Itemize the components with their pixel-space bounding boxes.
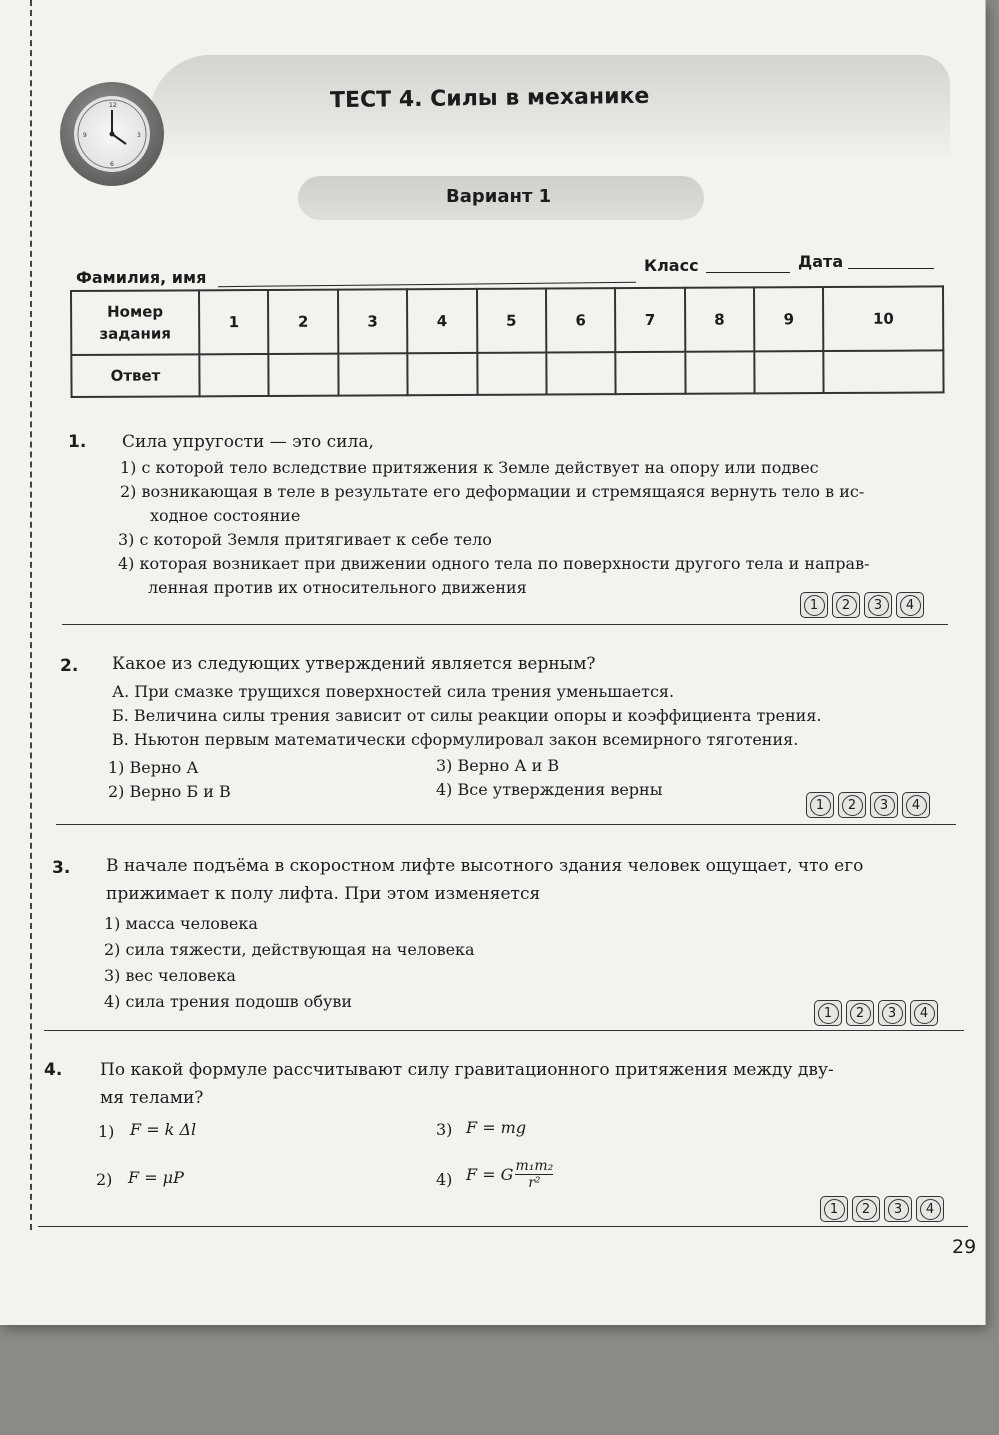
- page-title: ТЕСТ 4. Силы в механике: [329, 83, 650, 114]
- date-label: Дата: [798, 252, 844, 271]
- choice-box-3[interactable]: 3: [864, 592, 892, 618]
- question-2-statement: В. Ньютон первым математически сформулировал закон всемирного тяготения.: [112, 730, 799, 749]
- question-3-option: 2) сила тяжести, действующая на человека: [104, 940, 475, 959]
- question-3-choices: [814, 1000, 938, 1026]
- question-3-text: В начале подъёма в скоростном лифте высотного здания человек ощущает, что его: [106, 856, 864, 876]
- question-3-option: 1) масса человека: [104, 914, 258, 933]
- question-1-option: 1) с которой тело вследствие притяжения к Земле действует на опору или подвес: [120, 458, 819, 477]
- svg-text:6: 6: [110, 161, 114, 168]
- column-number: 7: [615, 288, 685, 352]
- question-2-choices: [806, 792, 930, 818]
- page-number: 29: [952, 1236, 977, 1258]
- choice-box-1[interactable]: 1: [806, 792, 834, 818]
- column-number: 6: [546, 288, 616, 352]
- choice-box-4[interactable]: 4: [896, 592, 924, 618]
- name-label: Фамилия, имя: [76, 268, 207, 287]
- question-4-formula: F = G $\frac{\text{m₁m₂}}{\text{r²}}$: [466, 1158, 554, 1191]
- question-1-option: 4) которая возникает при движении одного тела по поверхности другого тела и направ-: [118, 554, 870, 573]
- question-1-number: 1.: [68, 432, 87, 452]
- question-1-choices: [800, 592, 924, 618]
- answer-cell[interactable]: [616, 352, 686, 394]
- question-4-formula: F = μP: [128, 1168, 184, 1187]
- column-number: 9: [754, 287, 824, 351]
- divider: [44, 1030, 964, 1031]
- choice-box-4[interactable]: 4: [902, 792, 930, 818]
- question-4-number: 4.: [44, 1060, 63, 1080]
- svg-text:9: 9: [83, 132, 87, 139]
- answer-cell[interactable]: [477, 353, 547, 395]
- table-row: [71, 286, 943, 355]
- choice-box-2[interactable]: 2: [846, 1000, 874, 1026]
- column-number: 8: [685, 287, 755, 351]
- column-number: 1: [199, 290, 269, 354]
- answer-cell[interactable]: [754, 351, 824, 393]
- row-header-answer: Ответ: [71, 354, 199, 397]
- question-1-option: 3) с которой Земля притягивает к себе тело: [118, 530, 492, 549]
- choice-box-1[interactable]: 1: [820, 1196, 848, 1222]
- choice-box-1[interactable]: 1: [814, 1000, 842, 1026]
- question-3-option: 3) вес человека: [104, 966, 236, 985]
- question-4-formula: F = k Δl: [130, 1120, 197, 1139]
- answer-cell[interactable]: [338, 353, 408, 395]
- choice-box-2[interactable]: 2: [832, 592, 860, 618]
- question-2-text: Какое из следующих утверждений является верным?: [112, 654, 596, 674]
- choice-box-3[interactable]: 3: [884, 1196, 912, 1222]
- divider: [56, 824, 956, 825]
- variant-label: Вариант 1: [446, 186, 552, 207]
- question-2-option: 1) Верно А: [108, 758, 199, 777]
- choice-box-2[interactable]: 2: [838, 792, 866, 818]
- choice-box-3[interactable]: 3: [878, 1000, 906, 1026]
- row-header-number: Номер задания: [71, 290, 199, 355]
- question-2-number: 2.: [60, 656, 79, 676]
- question-4-option-number: 1): [98, 1122, 115, 1141]
- question-2-option: 2) Верно Б и В: [108, 782, 231, 801]
- answer-cell[interactable]: [824, 350, 944, 393]
- column-number: 10: [823, 286, 943, 351]
- choice-box-3[interactable]: 3: [870, 792, 898, 818]
- answer-cell[interactable]: [546, 352, 616, 394]
- column-number: 4: [407, 289, 477, 353]
- choice-box-4[interactable]: 4: [910, 1000, 938, 1026]
- svg-text:12: 12: [109, 102, 117, 109]
- question-4-option-number: 4): [436, 1170, 453, 1189]
- svg-text:3: 3: [137, 132, 141, 139]
- column-number: 2: [268, 290, 338, 354]
- cut-line: [30, 0, 32, 1230]
- question-1-option: 2) возникающая в теле в результате его деформации и стремящаяся вернуть тело в ис-: [120, 482, 865, 501]
- column-number: 5: [476, 289, 546, 353]
- class-field[interactable]: [706, 272, 790, 273]
- question-2-statement: А. При смазке трущихся поверхностей сила трения уменьшается.: [112, 682, 675, 701]
- choice-box-4[interactable]: 4: [916, 1196, 944, 1222]
- question-1-option: ленная против их относительного движения: [148, 578, 527, 597]
- date-field[interactable]: [848, 268, 934, 269]
- divider: [62, 624, 948, 625]
- choice-box-2[interactable]: 2: [852, 1196, 880, 1222]
- question-2-option: 3) Верно А и В: [436, 756, 560, 775]
- question-2-option: 4) Все утверждения верны: [436, 780, 663, 799]
- question-1-text: Сила упругости — это сила,: [122, 432, 374, 452]
- question-4-text: мя телами?: [100, 1088, 204, 1108]
- question-4-text: По какой формуле рассчитывают силу гравитационного притяжения между дву-: [100, 1060, 834, 1080]
- answer-table: [70, 285, 945, 398]
- divider: [38, 1226, 968, 1227]
- question-4-option-number: 2): [96, 1170, 113, 1189]
- question-2-statement: Б. Величина силы трения зависит от силы реакции опоры и коэффициента трения.: [112, 706, 822, 725]
- column-number: 3: [338, 289, 408, 353]
- answer-cell[interactable]: [269, 354, 339, 396]
- answer-cell[interactable]: [199, 354, 269, 396]
- question-1-option: ходное состояние: [150, 506, 301, 525]
- class-label: Класс: [644, 256, 699, 275]
- answer-cell[interactable]: [685, 351, 755, 393]
- question-4-option-number: 3): [436, 1120, 453, 1139]
- choice-box-1[interactable]: 1: [800, 592, 828, 618]
- question-3-text: прижимает к полу лифта. При этом изменяется: [106, 884, 541, 904]
- question-4-formula: F = mg: [466, 1118, 527, 1137]
- question-3-number: 3.: [52, 858, 71, 878]
- question-3-option: 4) сила трения подошв обуви: [104, 992, 353, 1011]
- answer-cell[interactable]: [407, 353, 477, 395]
- question-4-choices: [820, 1196, 944, 1222]
- table-row: [71, 350, 943, 397]
- clock-icon: [60, 82, 164, 186]
